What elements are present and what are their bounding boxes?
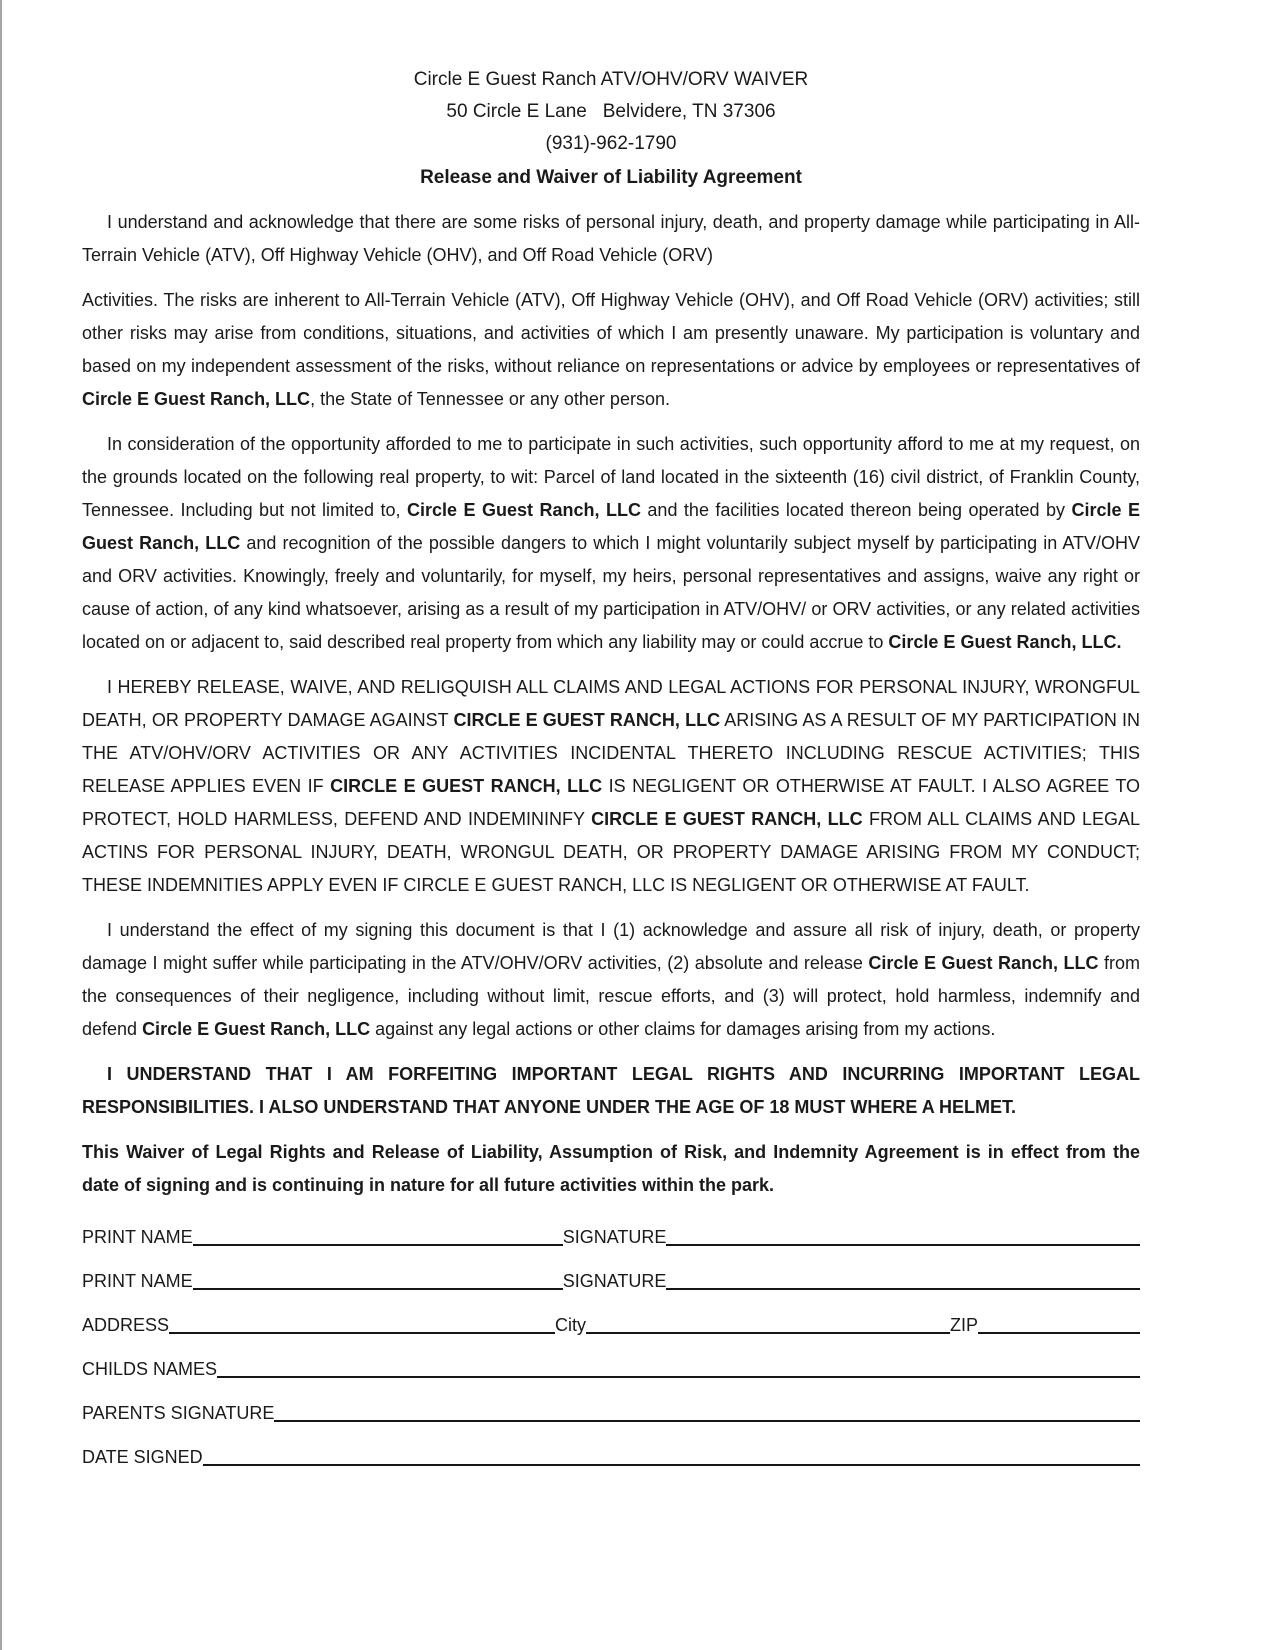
bold-text: This Waiver of Legal Rights and Release of Liability, Assumption of Risk, and Indemnity Agreement is in effect from the date of signing and is continuing in nature for all future activities within the park. [82, 1142, 1140, 1195]
bold-text: CIRCLE E GUEST RANCH, LLC [591, 809, 863, 829]
print-name-1-label: PRINT NAME [82, 1227, 193, 1247]
paragraph-text: ARISING AS A RESULT OF MY PARTICIPATION IN THE ATV/OHV/ORV ACTIVITIES OR ANY ACTIVITIES INCIDENTAL THERETO INCLUDING RESCUE ACTIVITIES; THIS RELEASE APPLIES EVEN IF [82, 710, 1140, 796]
bold-text: Circle E Guest Ranch, LLC [142, 1019, 371, 1039]
signature-2-blank-line [666, 1287, 1140, 1290]
print-name-2-blank-line [193, 1287, 563, 1290]
org-address: 50 Circle E Lane Belvidere, TN 37306 [446, 101, 776, 122]
document-title: Release and Waiver of Liability Agreement [420, 167, 802, 188]
paragraph-text: I HEREBY RELEASE, WAIVE, AND RELIGQUISH ALL CLAIMS AND LEGAL ACTIONS FOR PERSONAL INJURY, WRONGFUL DEATH, OR PROPERTY DAMAGE AGAINST [82, 677, 1140, 730]
document-header [82, 64, 1140, 194]
city-blank-line [586, 1331, 950, 1334]
childs-names-label: CHILDS NAMES [82, 1359, 218, 1379]
bold-text: Circle E Guest Ranch, LLC [82, 389, 311, 409]
print-name-row-2 [82, 1266, 1140, 1292]
bold-text: I UNDERSTAND THAT I AM FORFEITING IMPORTANT LEGAL RIGHTS AND INCURRING IMPORTANT LEGAL RESPONSIBILITIES. I ALSO UNDERSTAND THAT ANYONE UNDER THE AGE OF 18 MUST WHERE A HELMET. [82, 1064, 1140, 1117]
paragraph-text: In consideration of the opportunity afforded to me to participate in such activities, such opportunity afford to me at my request, on the grounds located on the following real property, to wit: Parcel of land located in the sixteenth (16) civil district, of Franklin County, Tennessee. Including but not limited to, [82, 434, 1140, 520]
paragraph [82, 1058, 1140, 1124]
date-signed-label: DATE SIGNED [82, 1447, 203, 1467]
print-name-row-1 [82, 1222, 1140, 1248]
paragraph [82, 206, 1140, 272]
paragraph-text: , the State of Tennessee or any other person. [310, 389, 670, 409]
paragraph-text: IS NEGLIGENT OR OTHERWISE AT FAULT. I ALSO AGREE TO PROTECT, HOLD HARMLESS, DEFEND AND INDEMININFY [82, 776, 1140, 829]
signature-1-blank-line [666, 1243, 1140, 1246]
paragraph-text: from the consequences of their negligence, including without limit, rescue efforts, and (3) will protect, hold harmless, indemnify and defend [82, 953, 1140, 1039]
address-label: ADDRESS [82, 1315, 170, 1335]
bold-text: Circle E Guest Ranch, LLC [407, 500, 641, 520]
print-name-1-blank-line [193, 1243, 563, 1246]
bold-text: CIRCLE E GUEST RANCH, LLC [453, 710, 721, 730]
bold-text: Circle E Guest Ranch, LLC [868, 953, 1099, 973]
waiver-body [82, 206, 1140, 1202]
paragraph-text: I understand and acknowledge that there are some risks of personal injury, death, and property damage while participating in All-Terrain Vehicle (ATV), Off Highway Vehicle (OHV), and Off Road Vehicle (ORV) [82, 212, 1140, 265]
org-phone: (931)-962-1790 [545, 133, 677, 154]
parents-signature-label: PARENTS SIGNATURE [82, 1403, 275, 1423]
paragraph-text: FROM ALL CLAIMS AND LEGAL ACTINS FOR PERSONAL INJURY, DEATH, WRONGUL DEATH, OR PROPERTY DAMAGE ARISING FROM MY CONDUCT; THESE INDEMNITIES APPLY EVEN IF CIRCLE E GUEST RANCH, LLC IS NEGLIGENT OR OTHERWISE AT FAULT. [82, 809, 1141, 895]
zip-blank-line [978, 1331, 1140, 1334]
paragraph-text: Activities. The risks are inherent to All-Terrain Vehicle (ATV), Off Highway Vehicle (OHV), and Off Road Vehicle (ORV) activities; still other risks may arise from conditions, situations, and activities of which I am presently unaware. My participation is voluntary and based on my independent assessment of the risks, without reliance on representations or advice by employees or representatives of [82, 290, 1140, 376]
address-blank-line [169, 1331, 555, 1334]
address-row [82, 1310, 1140, 1336]
print-name-2-label: PRINT NAME [82, 1271, 193, 1291]
bold-text: Circle E Guest Ranch, LLC [82, 500, 1140, 553]
signature-1-label: SIGNATURE [562, 1227, 667, 1247]
parents-signature-blank-line [274, 1419, 1140, 1422]
paragraph-text: and recognition of the possible dangers to which I might voluntarily subject myself by participating in ATV/OHV and ORV activities. Knowingly, freely and voluntarily, for myself, my heirs, personal representatives and assigns, waive any right or cause of action, of any kind whatsoever, arising as a result of my participation in ATV/OHV/ or ORV activities, or any related activities located on or adjacent to, said described real property from which any liability may or could accrue to [82, 533, 1140, 652]
paragraph-text: and the facilities located thereon being operated by [640, 500, 1072, 520]
zip-label: ZIP [950, 1315, 979, 1335]
paragraph-text: against any legal actions or other claims for damages arising from my actions. [370, 1019, 996, 1039]
paragraph [82, 428, 1140, 659]
bold-text: Circle E Guest Ranch, LLC. [888, 632, 1122, 652]
paragraph-text: I understand the effect of my signing this document is that I (1) acknowledge and assure all risk of injury, death, or property damage I might suffer while participating in the ATV/OHV/ORV activities, (2) absolute and release [82, 920, 1140, 973]
date-signed-row [82, 1442, 1140, 1468]
signature-form [82, 1222, 1140, 1468]
paragraph [82, 284, 1140, 416]
date-signed-blank-line [203, 1463, 1140, 1466]
childs-names-blank-line [217, 1375, 1140, 1378]
signature-2-label: SIGNATURE [562, 1271, 667, 1291]
childs-names-row [82, 1354, 1140, 1380]
parents-signature-row [82, 1398, 1140, 1424]
paragraph [82, 1136, 1140, 1202]
bold-text: CIRCLE E GUEST RANCH, LLC [330, 776, 603, 796]
paragraph [82, 914, 1140, 1046]
paragraph [82, 671, 1140, 902]
org-name: Circle E Guest Ranch ATV/OHV/ORV WAIVER [413, 69, 809, 90]
city-label: City [555, 1315, 587, 1335]
